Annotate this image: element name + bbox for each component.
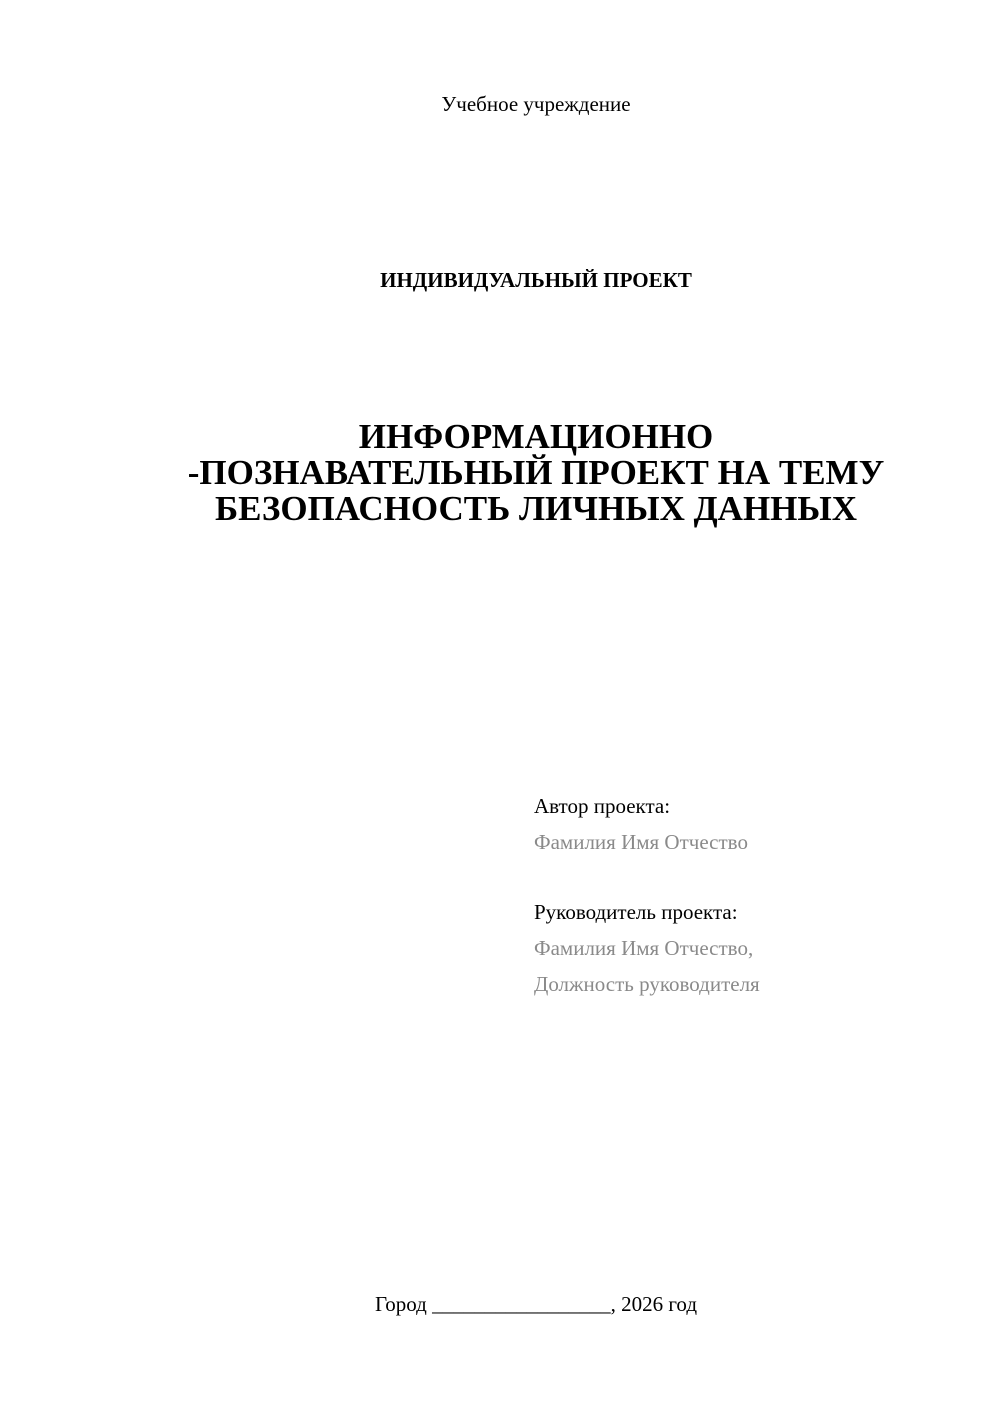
author-name: Фамилия Имя Отчество bbox=[534, 830, 748, 854]
project-title-line-1: ИНФОРМАЦИОННО bbox=[358, 417, 714, 456]
project-title bbox=[0, 419, 1000, 527]
supervisor-name: Фамилия Имя Отчество, bbox=[534, 936, 754, 960]
author-label: Автор проекта: bbox=[534, 794, 671, 818]
supervisor-label: Руководитель проекта: bbox=[534, 900, 738, 924]
institution-name: Учебное учреждение bbox=[441, 92, 631, 116]
authors-spacer bbox=[534, 860, 974, 894]
project-title-line-2: -ПОЗНАВАТЕЛЬНЫЙ ПРОЕКТ НА ТЕМУ bbox=[187, 453, 885, 492]
city-year-line: Город _________________, 2026 год bbox=[374, 1292, 698, 1316]
authors-block bbox=[534, 788, 974, 1002]
document-type: ИНДИВИДУАЛЬНЫЙ ПРОЕКТ bbox=[380, 268, 692, 292]
project-title-line-3: БЕЗОПАСНОСТЬ ЛИЧНЫХ ДАННЫХ bbox=[214, 489, 858, 528]
supervisor-position: Должность руководителя bbox=[534, 972, 760, 996]
